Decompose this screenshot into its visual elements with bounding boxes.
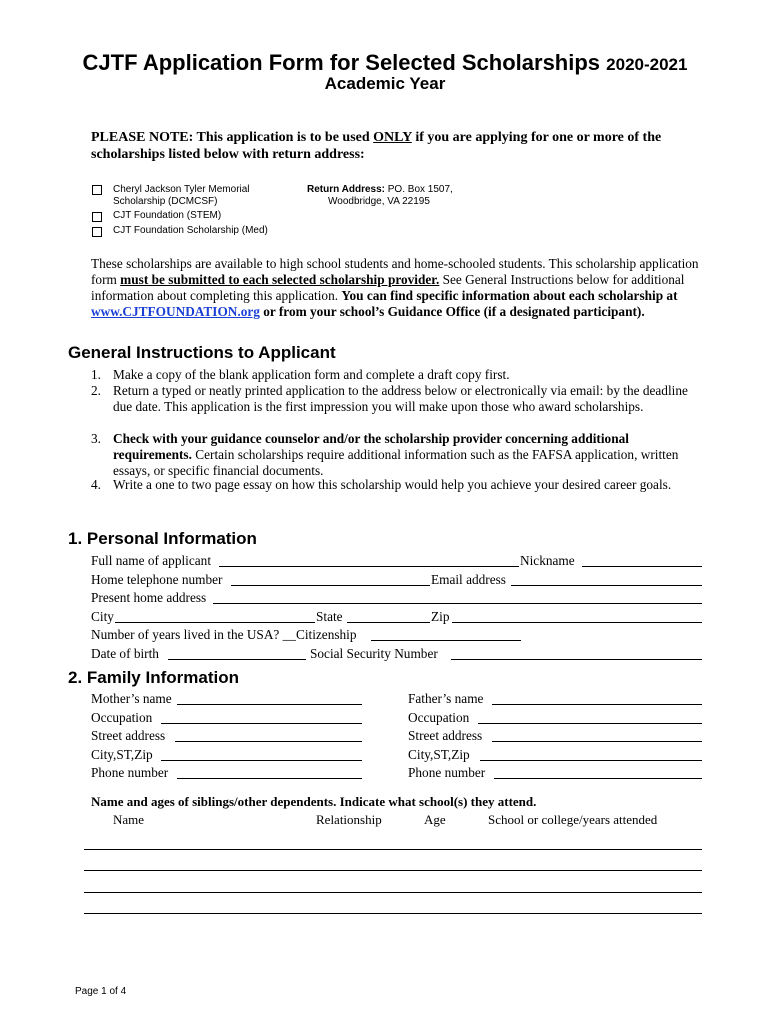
page-number: Page 1 of 4 bbox=[75, 986, 127, 997]
col-age: Age bbox=[424, 812, 446, 827]
father-name-field[interactable] bbox=[492, 704, 702, 705]
instruction-2-num: 2. bbox=[91, 383, 101, 398]
mother-phone-field[interactable] bbox=[177, 778, 362, 779]
full-name-field[interactable] bbox=[219, 566, 519, 567]
intro-must: must be submitted to each selected scholarship provider. bbox=[120, 272, 440, 287]
general-instructions-heading: General Instructions to Applicant bbox=[68, 343, 336, 362]
father-street-field[interactable] bbox=[492, 741, 702, 742]
intro-p1: These scholarships are available to high school students and home-schooled students. This scholarship application form bbox=[91, 256, 699, 287]
email-field[interactable] bbox=[511, 585, 702, 586]
sibling-line-4[interactable] bbox=[84, 913, 702, 914]
return-address-line1: PO. Box 1507, bbox=[384, 184, 453, 195]
checkbox-stem[interactable] bbox=[92, 212, 102, 222]
siblings-heading: Name and ages of siblings/other dependents. Indicate what school(s) they attend. bbox=[91, 794, 537, 809]
scholarship-dcmcsf-line1: Cheryl Jackson Tyler Memorial bbox=[113, 184, 250, 195]
father-phone-field[interactable] bbox=[494, 778, 702, 779]
city-field[interactable] bbox=[115, 622, 315, 623]
instruction-2-text: Return a typed or neatly printed application to the address below or electronically via email: by the deadline due date. This application is the first impression you will make upon those who award scholarships. bbox=[113, 383, 688, 414]
present-address-label: Present home address bbox=[91, 590, 207, 605]
father-street-label: Street address bbox=[408, 728, 483, 743]
please-note bbox=[91, 129, 701, 163]
instruction-3-text: Certain scholarships require additional information such as the FAFSA application, written essays, or specific financial documents. bbox=[113, 447, 679, 478]
mother-street-field[interactable] bbox=[175, 741, 362, 742]
city-label: City bbox=[91, 609, 114, 624]
father-city-field[interactable] bbox=[480, 760, 702, 761]
return-address bbox=[307, 184, 453, 208]
checkbox-dcmcsf[interactable] bbox=[92, 185, 102, 195]
note-only: ONLY bbox=[373, 130, 412, 145]
checkbox-med[interactable] bbox=[92, 227, 102, 237]
intro-paragraph bbox=[91, 256, 705, 320]
mother-name-label: Mother’s name bbox=[91, 691, 172, 706]
father-phone-label: Phone number bbox=[408, 765, 486, 780]
state-field[interactable] bbox=[347, 622, 430, 623]
instruction-4-text: Write a one to two page essay on how this scholarship would help you achieve your desired career goals. bbox=[113, 477, 672, 492]
mother-occupation-field[interactable] bbox=[161, 723, 362, 724]
scholarship-dcmcsf bbox=[113, 184, 250, 208]
father-occupation-field[interactable] bbox=[478, 723, 702, 724]
title-year: 2020-2021 bbox=[606, 55, 688, 74]
mother-street-label: Street address bbox=[91, 728, 166, 743]
father-name-label: Father’s name bbox=[408, 691, 484, 706]
instruction-4 bbox=[91, 477, 705, 509]
instruction-2 bbox=[91, 383, 705, 431]
nickname-label: Nickname bbox=[520, 553, 575, 568]
citizenship-field[interactable] bbox=[371, 640, 521, 641]
sibling-line-2[interactable] bbox=[84, 870, 702, 871]
intro-p2: See General Instructions below for additional information about completing this application. bbox=[91, 272, 685, 303]
zip-field[interactable] bbox=[452, 622, 702, 623]
col-relationship: Relationship bbox=[316, 812, 382, 827]
dob-label: Date of birth bbox=[91, 646, 159, 661]
scholarship-dcmcsf-line2: Scholarship (DCMCSF) bbox=[113, 196, 218, 207]
title-academic-year: Academic Year bbox=[324, 74, 446, 93]
email-label: Email address bbox=[431, 572, 506, 587]
instruction-1 bbox=[91, 367, 705, 383]
father-occupation-label: Occupation bbox=[408, 710, 470, 725]
mother-city-label: City,ST,Zip bbox=[91, 747, 153, 762]
years-usa-label: Number of years lived in the USA? __Citizenship bbox=[91, 627, 357, 642]
family-info-heading: 2. Family Information bbox=[68, 668, 239, 687]
title-main: CJTF Application Form for Selected Scholarships bbox=[82, 50, 601, 75]
mother-occupation-label: Occupation bbox=[91, 710, 153, 725]
mother-city-field[interactable] bbox=[161, 760, 362, 761]
sibling-line-1[interactable] bbox=[84, 849, 702, 850]
instruction-1-text: Make a copy of the blank application form and complete a draft copy first. bbox=[113, 367, 510, 382]
ssn-field[interactable] bbox=[451, 659, 702, 660]
note-prefix: PLEASE NOTE: This application is to be used bbox=[91, 130, 374, 145]
scholarship-med: CJT Foundation Scholarship (Med) bbox=[113, 225, 268, 236]
col-name: Name bbox=[113, 812, 145, 827]
full-name-label: Full name of applicant bbox=[91, 553, 212, 568]
dob-field[interactable] bbox=[168, 659, 306, 660]
home-phone-label: Home telephone number bbox=[91, 572, 223, 587]
personal-info-heading: 1. Personal Information bbox=[68, 529, 257, 548]
mother-name-field[interactable] bbox=[177, 704, 362, 705]
note-suffix: if you are applying for one or more of the scholarships listed below with return address: bbox=[91, 130, 662, 162]
mother-phone-label: Phone number bbox=[91, 765, 169, 780]
col-school: School or college/years attended bbox=[488, 812, 658, 827]
nickname-field[interactable] bbox=[582, 566, 702, 567]
instruction-3-num: 3. bbox=[91, 431, 101, 446]
ssn-label: Social Security Number bbox=[310, 646, 438, 661]
foundation-link[interactable]: www.CJTFOUNDATION.org bbox=[91, 304, 260, 319]
intro-bold1: You can find specific information about each scholarship at bbox=[341, 288, 678, 303]
instruction-3-bold: Check with your guidance counselor and/or the scholarship provider concerning additional requirements. bbox=[113, 431, 629, 462]
instruction-1-num: 1. bbox=[91, 367, 101, 382]
zip-label: Zip bbox=[431, 609, 450, 624]
sibling-line-3[interactable] bbox=[84, 892, 702, 893]
state-label: State bbox=[316, 609, 343, 624]
intro-bold2: or from your school’s Guidance Office (if a designated participant). bbox=[259, 304, 645, 319]
home-phone-field[interactable] bbox=[231, 585, 430, 586]
return-address-label: Return Address: bbox=[307, 184, 385, 195]
scholarship-stem: CJT Foundation (STEM) bbox=[113, 210, 222, 221]
present-address-field[interactable] bbox=[213, 603, 702, 604]
father-city-label: City,ST,Zip bbox=[408, 747, 470, 762]
page-title bbox=[0, 50, 770, 76]
return-address-line2: Woodbridge, VA 22195 bbox=[328, 196, 430, 207]
instruction-3 bbox=[91, 431, 705, 479]
instruction-4-num: 4. bbox=[91, 477, 101, 492]
